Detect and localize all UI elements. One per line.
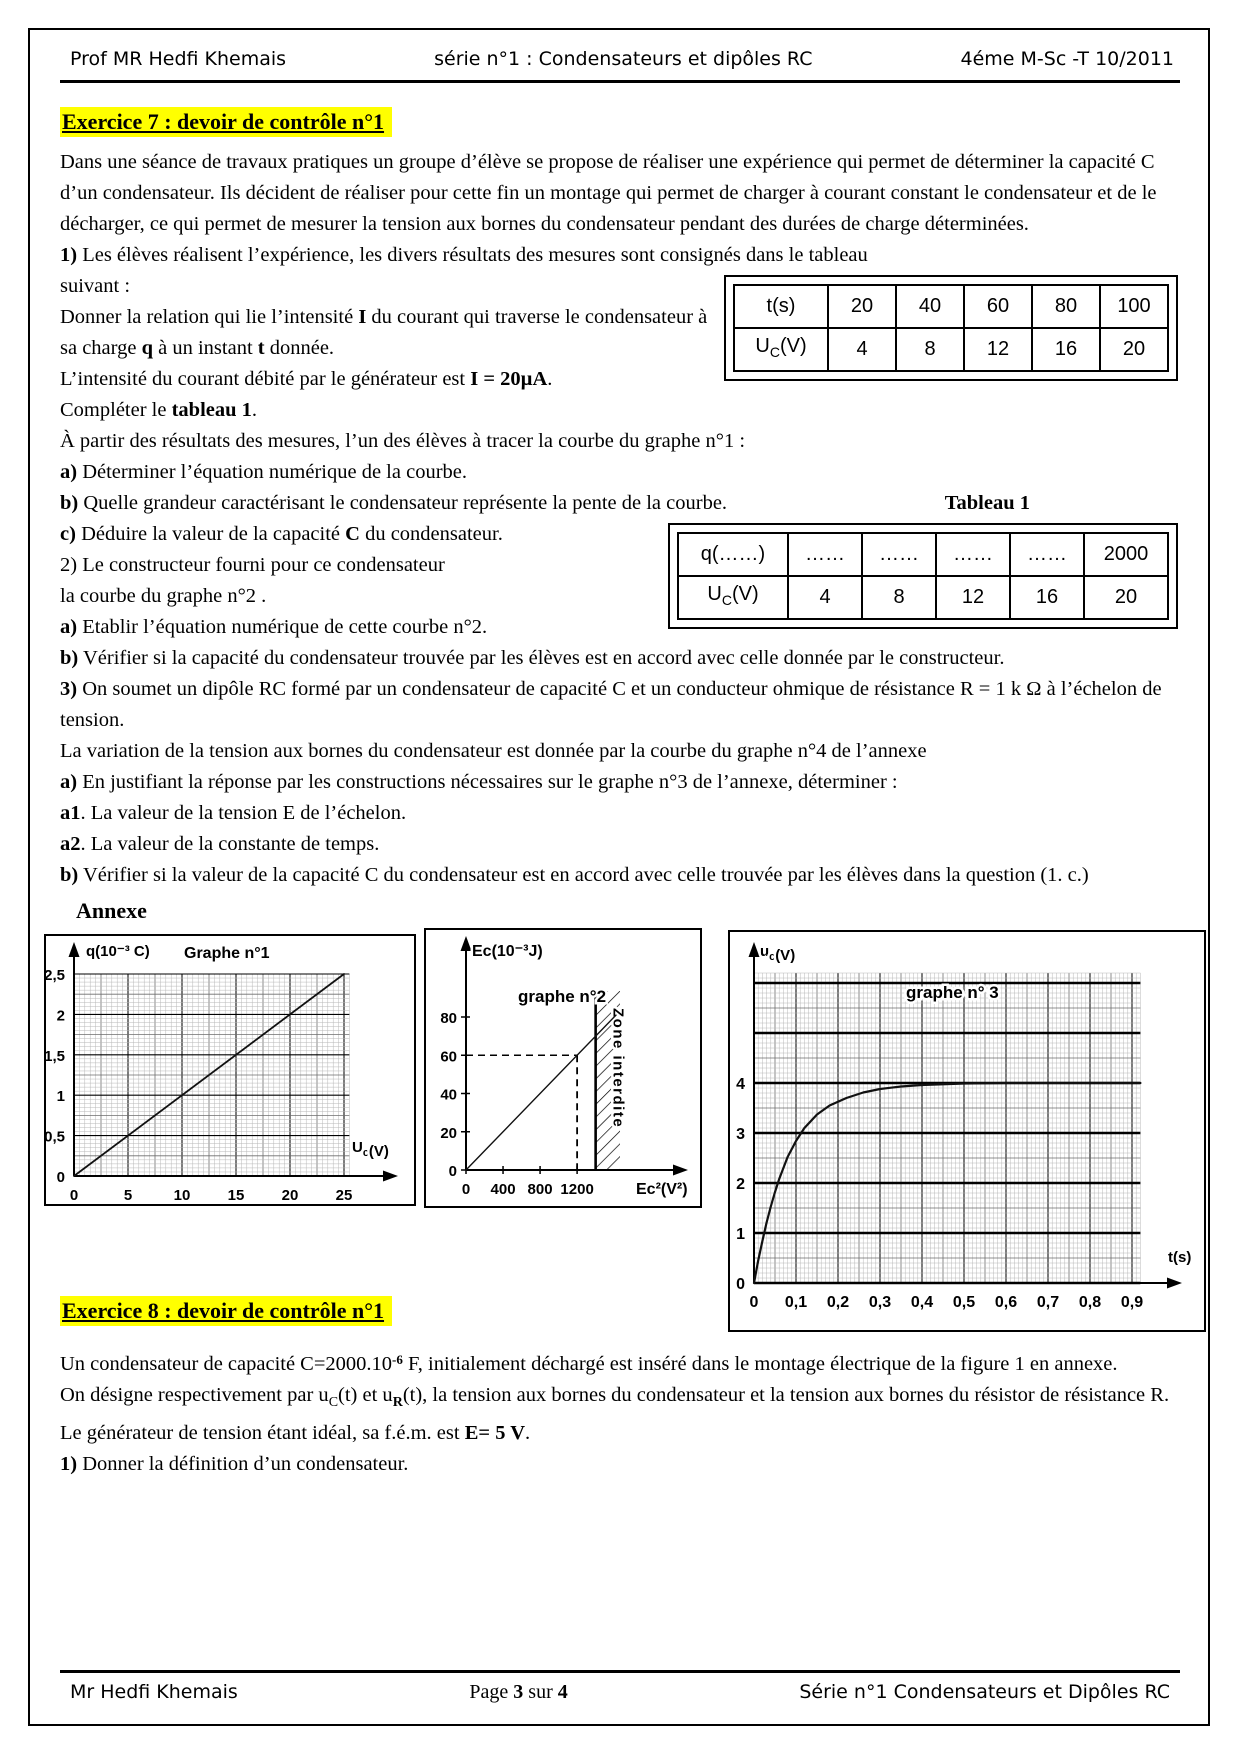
table-cell: 20 (828, 285, 896, 328)
svg-text:2: 2 (736, 1176, 745, 1193)
table-cell: 12 (964, 328, 1032, 371)
svg-text:20: 20 (440, 1124, 457, 1142)
footer-series: Série n°1 Condensateurs et Dipôles RC (799, 1681, 1170, 1703)
table-cell: …… (1010, 533, 1084, 576)
paragraph-ex8-designe: On désigne respectivement par $u_C(t)$ et $u_R(t)$, la tension aux bornes du condensateur et la tension aux bornes du résistor de résistance R. (60, 1384, 1170, 1410)
paragraph-q1a: a) Déterminer l’équation numérique de la courbe. (60, 461, 467, 483)
paragraph-q2b: b) Vérifier si la capacité du condensateur trouvée par les élèves est en accord avec celle donnée par le constructeur. (60, 647, 1005, 669)
annexe-graphs (44, 928, 1192, 1332)
svg-text:2,5: 2,5 (46, 967, 65, 984)
tableau1-float (668, 523, 1178, 629)
table-cell: 12 (936, 576, 1010, 619)
svg-text:0,3: 0,3 (868, 1294, 892, 1311)
paragraph-q2-suite: la courbe du graphe n°2 . (60, 585, 267, 607)
footer (60, 1670, 1180, 1704)
tableau1-caption: Tableau 1 (944, 492, 1030, 514)
table-cell: 4 (788, 576, 862, 619)
svg-text:0,5: 0,5 (46, 1128, 65, 1146)
svg-text:0: 0 (56, 1169, 65, 1186)
header (60, 42, 1180, 83)
svg-text:0,7: 0,7 (1036, 1294, 1060, 1311)
svg-text:15: 15 (227, 1187, 245, 1204)
exercise7-heading: Exercice 7 : devoir de contrôle n°1 (60, 107, 392, 137)
table-cell: q(……) (678, 533, 788, 576)
svg-text:1200: 1200 (560, 1181, 594, 1198)
table-row (734, 328, 1168, 371)
svg-text:t(s): t(s) (1168, 1249, 1192, 1266)
svg-text:1: 1 (736, 1226, 745, 1243)
paragraph-q2: 2) Le constructeur fourni pour ce condensateur (60, 554, 445, 576)
svg-text:0,2: 0,2 (826, 1294, 850, 1311)
svg-text:20: 20 (281, 1187, 299, 1204)
paragraph-q3-variation: La variation de la tension aux bornes du condensateur est donnée par la courbe du graphe n°4 de l’annexe (60, 740, 927, 762)
header-class-date: 4éme M-Sc -T 10/2011 (960, 48, 1174, 70)
paragraph-ex8-intro: Un condensateur de capacité $C=2000.10^{-6}$ F, initialement déchargé est inséré dans le montage électrique de la figure 1 en annexe. (60, 1352, 1118, 1375)
svg-text:0: 0 (749, 1294, 759, 1311)
paragraph-relation: Donner la relation qui lie l’intensité I du courant qui traverse le condensateur à sa charge q à un instant t donnée. (60, 306, 708, 359)
measurement-table-frame (724, 275, 1178, 381)
table-cell: …… (936, 533, 1010, 576)
annexe-label: Annexe (76, 898, 147, 923)
tableau1-frame (668, 523, 1178, 629)
svg-text:60: 60 (440, 1048, 457, 1066)
graph3-box (728, 930, 1206, 1332)
svg-text:40: 40 (440, 1086, 457, 1104)
header-series-title: série n°1 : Condensateurs et dipôles RC (434, 48, 813, 70)
svg-text:5: 5 (123, 1187, 133, 1204)
table-cell: 16 (1010, 576, 1084, 619)
measurement-table-float (724, 275, 1178, 381)
paragraph-q2a: a) Etablir l’équation numérique de cette courbe n°2. (60, 616, 488, 638)
svg-text:3: 3 (736, 1126, 745, 1143)
svg-text:0,5: 0,5 (952, 1294, 976, 1311)
paragraph-q3: 3) On soumet un dipôle RC formé par un condensateur de capacité C et un conducteur ohmique de résistance R = 1 k Ω à l’échelon de tension. (60, 678, 1162, 731)
paragraph-ex8-q1: 1) Donner la définition d’un condensateur. (60, 1453, 409, 1475)
paragraph-apartir: À partir des résultats des mesures, l’un des élèves à tracer la courbe du graphe n°1 : (60, 430, 746, 452)
tableau1-table (677, 532, 1169, 620)
paragraph-q3a1: a1. La valeur de la tension E de l’échelon. (60, 802, 407, 824)
svg-text:0,9: 0,9 (1120, 1294, 1144, 1311)
svg-text:uc(V): $u_c(V)$ (760, 943, 796, 964)
table-row (678, 576, 1168, 619)
table-cell: 80 (1032, 285, 1100, 328)
header-professor: Prof MR Hedfi Khemais (70, 48, 287, 70)
graph1-box (44, 934, 416, 1206)
paragraph-q1c: c) Déduire la valeur de la capacité C du condensateur. (60, 523, 503, 545)
svg-text:2: 2 (56, 1007, 65, 1025)
table-cell: 20 (1084, 576, 1168, 619)
svg-text:graphe n°2: graphe n°2 (518, 987, 607, 1006)
paragraph-q3a2: a2. La valeur de la constante de temps. (60, 833, 380, 855)
table-cell: 60 (964, 285, 1032, 328)
svg-text:Ec(10⁻³J): Ec(10⁻³J) (472, 943, 543, 960)
paragraph-completer: Compléter le tableau 1. (60, 399, 258, 421)
svg-text:25: 25 (335, 1187, 353, 1204)
svg-text:1,5: 1,5 (46, 1047, 65, 1065)
svg-text:0,6: 0,6 (994, 1294, 1018, 1311)
exercise8-heading-wrap (60, 1296, 392, 1326)
footer-author: Mr Hedfi Khemais (70, 1681, 238, 1703)
table-row (678, 533, 1168, 576)
graph3-svg (730, 932, 1204, 1330)
table-cell: 4 (828, 328, 896, 371)
svg-text:400: 400 (490, 1181, 516, 1198)
paragraph-intro: Dans une séance de travaux pratiques un groupe d’élève se propose de réaliser une expérience qui permet de déterminer la capacité C d’un condensateur. Ils décident de réaliser pour cette fin un montage qui permet de charger à courant constant le condensateur et de le décharger, ce qui permet de mesurer la tension aux bornes du condensateur pendant des durées de charge déterminées. (60, 151, 1157, 235)
paragraph-q1: 1) Les élèves réalisent l’expérience, les divers résultats des mesures sont consignés dans le tableau (60, 244, 868, 266)
page-border (28, 28, 1210, 1726)
svg-text:1: 1 (56, 1088, 65, 1106)
graph2-svg (426, 930, 700, 1206)
table-cell: 8 (862, 576, 936, 619)
paragraph-q3a: a) En justifiant la réponse par les constructions nécessaires sur le graphe n°3 de l’annexe, déterminer : (60, 771, 898, 793)
svg-text:0,1: 0,1 (784, 1294, 808, 1311)
paragraph-ex8-generateur: Le générateur de tension étant idéal, sa f.é.m. est E= 5 V. (60, 1422, 531, 1444)
svg-text:4: 4 (736, 1076, 745, 1093)
svg-text:0: 0 (69, 1187, 79, 1204)
table-row (734, 285, 1168, 328)
svg-text:graphe n° 3: graphe n° 3 (906, 983, 999, 1002)
graph1-svg (46, 936, 414, 1204)
svg-text:q(10⁻³ C): q(10⁻³ C) (86, 943, 150, 960)
svg-text:Uc(V): $U_c(V)$ (352, 1139, 389, 1160)
paragraph-q1b: Tableau 1 b) Quelle grandeur caractérisant le condensateur représente la pente de la courbe. (60, 488, 1180, 519)
svg-text:Graphe n°1: Graphe n°1 (184, 945, 270, 962)
table-cell: 8 (896, 328, 964, 371)
measurement-table (733, 284, 1169, 372)
svg-text:800: 800 (527, 1181, 553, 1198)
table-cell: …… (788, 533, 862, 576)
table-cell: $U_C(V)$ (678, 576, 788, 619)
table-cell: 16 (1032, 328, 1100, 371)
exercise7-body (60, 147, 1180, 926)
svg-text:Ec²(V²): Ec²(V²) (636, 1181, 688, 1198)
svg-text:0: 0 (461, 1181, 471, 1198)
paragraph-intensite: L’intensité du courant débité par le générateur est I = 20µA. (60, 368, 553, 390)
svg-text:0,4: 0,4 (910, 1294, 934, 1311)
graph2-box (424, 928, 702, 1208)
table-cell: t(s) (734, 285, 828, 328)
table-cell: 100 (1100, 285, 1168, 328)
svg-text:10: 10 (173, 1187, 191, 1204)
exercise8-body (60, 1344, 1180, 1480)
paragraph-q3b: b) Vérifier si la valeur de la capacité C du condensateur est en accord avec celle trouvée par les élèves dans la question (1. c.) (60, 864, 1089, 886)
table-cell: …… (862, 533, 936, 576)
table-cell: 40 (896, 285, 964, 328)
svg-text:Zone interdite: Zone interdite (609, 1008, 627, 1129)
paragraph-suivant: suivant : (60, 275, 131, 297)
svg-text:0,8: 0,8 (1078, 1294, 1102, 1311)
exercise8-heading: Exercice 8 : devoir de contrôle n°1 (60, 1296, 392, 1326)
footer-page-number: Page 3 sur 4 (469, 1681, 568, 1703)
table-cell: $U_C(V)$ (734, 328, 828, 371)
svg-text:0: 0 (448, 1163, 457, 1180)
table-cell: 20 (1100, 328, 1168, 371)
svg-text:80: 80 (440, 1010, 457, 1027)
svg-text:0: 0 (736, 1276, 745, 1293)
table-cell: 2000 (1084, 533, 1168, 576)
